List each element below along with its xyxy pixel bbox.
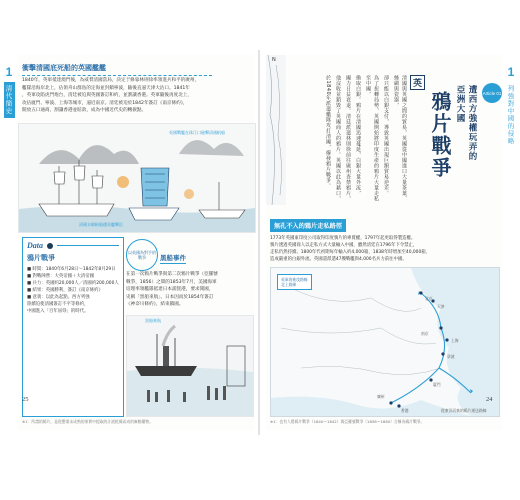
article-badge: Article 01 bbox=[482, 83, 502, 103]
data-dot-icon bbox=[47, 243, 53, 249]
vertical-body bbox=[288, 75, 408, 203]
vertical-body-line: 卻只能以白銀支付，導致英國出現巨額貿易逆差。 bbox=[383, 75, 389, 196]
section-line: 1773年英國東印度公司取得印度鴉片的專賣權，1797年起更取得製造權。 bbox=[270, 236, 416, 241]
left-section-title: 衝擊清國底死船的英國艦艦 bbox=[22, 63, 212, 76]
map-label-ningbo: 寧波 bbox=[447, 354, 455, 359]
map-label-tianjin: 天津 bbox=[437, 304, 445, 309]
coast-map-strip bbox=[266, 55, 286, 205]
left-body-text bbox=[22, 77, 250, 115]
left-body-line: 攻佔廈門、寧波、上海等城市，逼近南京。清廷被迫於1842年簽訂《南京條約》， bbox=[22, 100, 188, 106]
event-line: 《神奈川條約》，結束鎖國。 bbox=[126, 302, 184, 307]
book-gutter bbox=[258, 50, 260, 435]
data-box-header bbox=[23, 238, 123, 253]
data-item: 陸續迫使清國簽訂不平等條約， bbox=[27, 302, 89, 307]
vertical-body-line: 為了扭轉局勢，英國開始將印度生產的鴉片大量走私至中國， bbox=[365, 75, 379, 202]
vertical-body-line: 於1840年派遣艦隊攻打清國，爆發鴉片戰爭。 bbox=[325, 75, 331, 189]
left-side-tab bbox=[2, 65, 16, 118]
data-item: ■ 兵力：英國約20,000人／清國約200,000人 bbox=[27, 281, 119, 286]
black-ship-illustration bbox=[126, 315, 254, 417]
event-image-caption: 黑船來航 bbox=[145, 318, 161, 323]
section-line: 鴉片透過英國商人以走私方式大量輸入中國，雖然清廷在1796年下令禁止， bbox=[270, 243, 418, 248]
map-legend-item: 北上路線 bbox=[281, 282, 297, 287]
left-footnote: ※1：所謂的鴉片，是從罌粟未成熟的果實中提取的汁液乾燥而成的麻醉藥物。 bbox=[22, 419, 153, 424]
event-body bbox=[126, 271, 252, 309]
left-body-line: ，英軍攻陷虎門炮台，清廷被迫與英國簽訂和約，並割讓香港。英軍隨後再度北上， bbox=[22, 93, 192, 98]
data-label: Data bbox=[27, 241, 43, 250]
right-footnote: ※1：也有人將鴉片戰爭（1840～1842）與亞羅號戰爭（1856～1860）合稱為鴉片戰爭。 bbox=[270, 419, 425, 424]
left-body-line: 1840年，英軍抵達澳門後，為威脅清國當局，決定于修靠林則徐率領進兵和平的廣州， bbox=[22, 78, 200, 83]
map-legend bbox=[277, 274, 312, 290]
black-ship-drawing bbox=[127, 316, 253, 416]
left-tab-number: 1 bbox=[5, 65, 13, 79]
data-title: 鴉片戰爭 bbox=[27, 254, 55, 262]
right-side-tab bbox=[504, 65, 518, 148]
right-tab-text: 列強對中國的侵略 bbox=[506, 85, 515, 145]
data-item: ■ 對戰陣營：大英帝國＋大清帝國 bbox=[27, 274, 95, 279]
compass-icon: N bbox=[272, 57, 276, 63]
event-line: 史稱「黑船來航」。日本因而於1854年簽訂 bbox=[126, 294, 214, 300]
data-box bbox=[22, 237, 124, 417]
data-item: 中國進入「百年屈辱」的時代。 bbox=[27, 309, 89, 314]
vertical-body-line: 他沒收並銷毀了英國商人的鴉片。英國以此為藉口， bbox=[335, 75, 341, 202]
route-map bbox=[270, 267, 500, 417]
map-legend-item: 英軍的進攻路線 bbox=[281, 277, 308, 282]
data-item: ■ 意義：以此為起點，西方列強 bbox=[27, 295, 90, 300]
data-divider bbox=[57, 245, 119, 246]
map-label-hongkong: 香港 bbox=[401, 408, 409, 413]
map-label-guangzhou: 廣州 bbox=[377, 394, 385, 399]
vertical-body-line: 換取白銀。鴉片在清國迅速蔓延，白銀大量外流， bbox=[355, 75, 361, 196]
illustration-sub-caption: 清國水師帆船遭英艦擊沉 bbox=[79, 222, 123, 227]
map-label-xiamen: 廈門 bbox=[433, 382, 441, 387]
naval-battle-illustration bbox=[18, 123, 256, 233]
map-label-shanghai: 上海 bbox=[451, 338, 459, 343]
left-tab-text: 清代簡史 bbox=[4, 82, 15, 118]
data-item: ■ 時間：1840年6月28日～1842年8月29日 bbox=[27, 267, 116, 272]
main-title: 鴉片戰爭 bbox=[428, 91, 452, 179]
subtitle-line-1: 遭西方強權玩弄的 bbox=[467, 85, 477, 161]
coast-map-drawing bbox=[266, 55, 286, 205]
event-line: 戰爭，1856）之間的1853年7月，美國海軍 bbox=[126, 279, 217, 285]
event-line: 培理率領艦隊抵達日本浦賀港，要求開國， bbox=[126, 287, 214, 292]
map-label-nanjing: 南京 bbox=[421, 331, 429, 336]
route-map-drawing bbox=[271, 268, 499, 416]
section-line: 造成嚴重的白銀外流。英國還派遣47艘戰艦與4,000名兵力前往中國。 bbox=[270, 257, 407, 262]
country-badge: 英 bbox=[410, 75, 425, 90]
vertical-body-line: 清國與英國之間的貿易，英國從中國進口大量茶葉、絲綢與瓷器， bbox=[393, 75, 407, 202]
left-page-number: 25 bbox=[22, 396, 29, 403]
naval-battle-drawing bbox=[19, 124, 255, 232]
left-body-line: 艦隊沿海岸北上，佔領舟山群島的定海並封鎖寧波，隨後直逼天津大沽口。1841年 bbox=[22, 85, 190, 91]
illustration-caption: 英國戰艦在珠江口砲擊清國帆船 bbox=[169, 130, 225, 135]
subtitle-line-2: 亞洲大國 bbox=[455, 85, 465, 123]
event-badge: 以英國為對手的戰爭 bbox=[126, 239, 158, 271]
left-page bbox=[4, 55, 254, 430]
right-tab-number: 1 bbox=[507, 65, 515, 79]
left-body-line: 開放五口通商、割讓香港並賠款，成為中國近代史的轉捩點。 bbox=[22, 108, 147, 113]
smuggling-section-body bbox=[270, 235, 498, 263]
right-page bbox=[266, 55, 515, 430]
vertical-body-line: 國力日益衰退。清廷派遣林則徐前往廣州查禁鴉片， bbox=[345, 75, 351, 202]
right-page-number: 24 bbox=[486, 396, 493, 403]
map-caption: 從東洋而來的鴉片運送路線 bbox=[441, 408, 487, 413]
smuggling-section-head: 無孔不入的鴉片走私路徑 bbox=[270, 219, 346, 232]
event-line: 在第一次鴉片戰爭與第二次鴉片戰爭（亞羅號 bbox=[126, 272, 218, 277]
section-line: 走私仍然持續。1800年代初期每年輸入約4,000箱，1838年時增加至40,000箱， bbox=[270, 250, 431, 255]
event-title: 黑船事件 bbox=[160, 254, 186, 262]
data-item: ■ 結果：英國勝利，簽訂《南京條約》 bbox=[27, 288, 103, 293]
map-label-beijing: 北京 bbox=[425, 296, 433, 301]
